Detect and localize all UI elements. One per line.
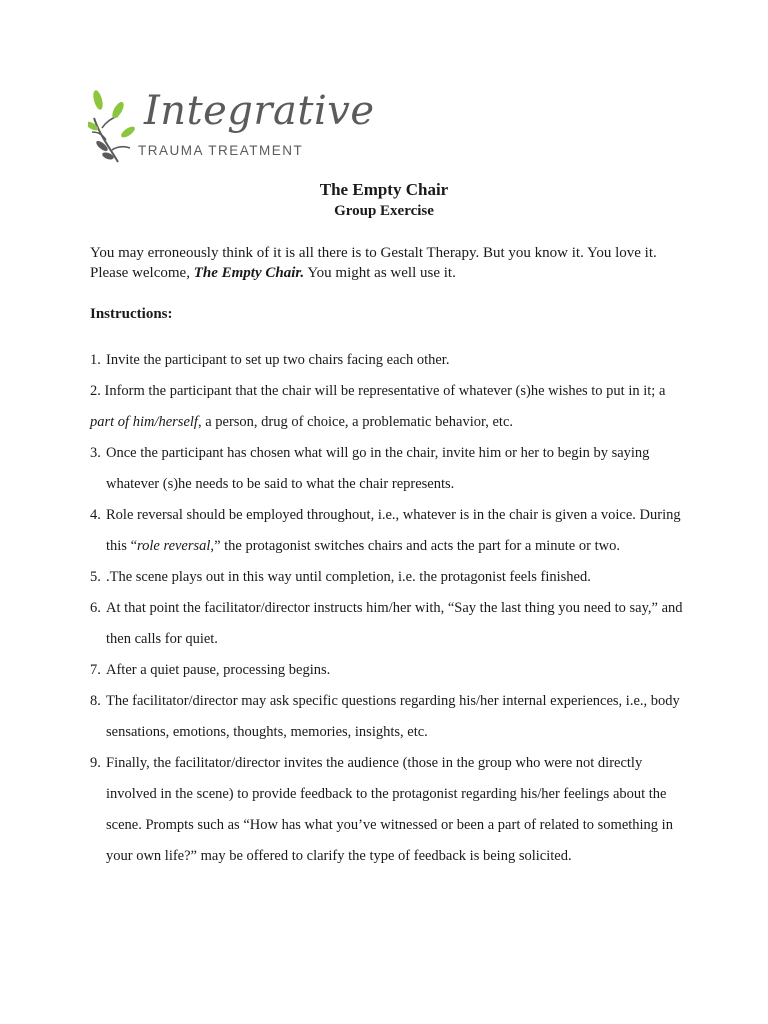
step-number: 3. — [90, 445, 101, 461]
step-text: The facilitator/director may ask specific questions regarding his/her internal experiences, i.e., body sensations, emotions, thoughts, memories, insights, etc. — [106, 693, 680, 740]
list-item — [90, 686, 690, 748]
list-item — [90, 376, 690, 438]
list-item — [90, 593, 690, 655]
step-text: Invite the participant to set up two chairs facing each other. — [106, 352, 450, 368]
step-text-end: , a person, drug of choice, a problematic behavior, etc. — [197, 414, 514, 430]
logo-wordmark: Integrative — [144, 88, 375, 134]
step-number: 8. — [90, 693, 101, 709]
list-item — [90, 500, 690, 562]
step-text: At that point the facilitator/director instructs him/her with, “Say the last thing you need to say,” and then calls for quiet. — [106, 600, 683, 647]
instructions-heading: Instructions: — [90, 306, 173, 322]
intro-paragraph — [90, 243, 680, 283]
step-number: 5. — [90, 569, 101, 585]
list-item — [90, 438, 690, 500]
document-title: The Empty Chair — [319, 180, 449, 199]
list-item — [90, 748, 690, 872]
step-text: Finally, the facilitator/director invites the audience (those in the group who were not directly involved in the scene) to provide feedback to the protagonist regarding his/her feelings about the scene. Prompts such as “How has what you’ve witnessed or been a part of related to something in your own life?” may be offered to clarify the type of feedback is being solicited. — [106, 755, 673, 864]
intro-text-2: You might as well use it. — [304, 265, 456, 281]
intro-text-1: You may erroneously think of it is all there is to Gestalt Therapy. But you know it. You love it. Please welcome, — [90, 245, 657, 281]
step-text: Inform the participant that the chair will be representative of whatever (s)he wishes to put in it; a — [104, 383, 666, 399]
step-number: 2. — [90, 383, 101, 399]
document-subtitle: Group Exercise — [334, 203, 434, 219]
logo-tagline: TRAUMA TREATMENT — [138, 143, 304, 158]
step-text: After a quiet pause, processing begins. — [106, 662, 331, 678]
step-number: 4. — [90, 507, 101, 523]
list-item — [90, 562, 690, 593]
company-logo — [88, 88, 375, 166]
step-number: 7. — [90, 662, 101, 678]
step-text-end: ” the protagonist switches chairs and acts the part for a minute or two. — [214, 538, 620, 554]
step-italic: part of him/herself — [90, 414, 198, 430]
instructions-list — [90, 345, 690, 872]
list-item — [90, 345, 690, 376]
step-number: 6. — [90, 600, 101, 616]
step-text: Once the participant has chosen what will go in the chair, invite him or her to begin by saying whatever (s)he needs to be said to what the chair represents. — [106, 445, 650, 492]
step-italic: role reversal, — [137, 538, 215, 554]
step-number: 1. — [90, 352, 101, 368]
intro-emphasis: The Empty Chair. — [193, 265, 305, 281]
list-item — [90, 655, 690, 686]
step-text: Role reversal should be employed throughout, i.e., whatever is in the chair is given a voice. During this “ — [106, 507, 681, 554]
step-number: 9. — [90, 755, 101, 771]
step-text: .The scene plays out in this way until completion, i.e. the protagonist feels finished. — [106, 569, 591, 585]
